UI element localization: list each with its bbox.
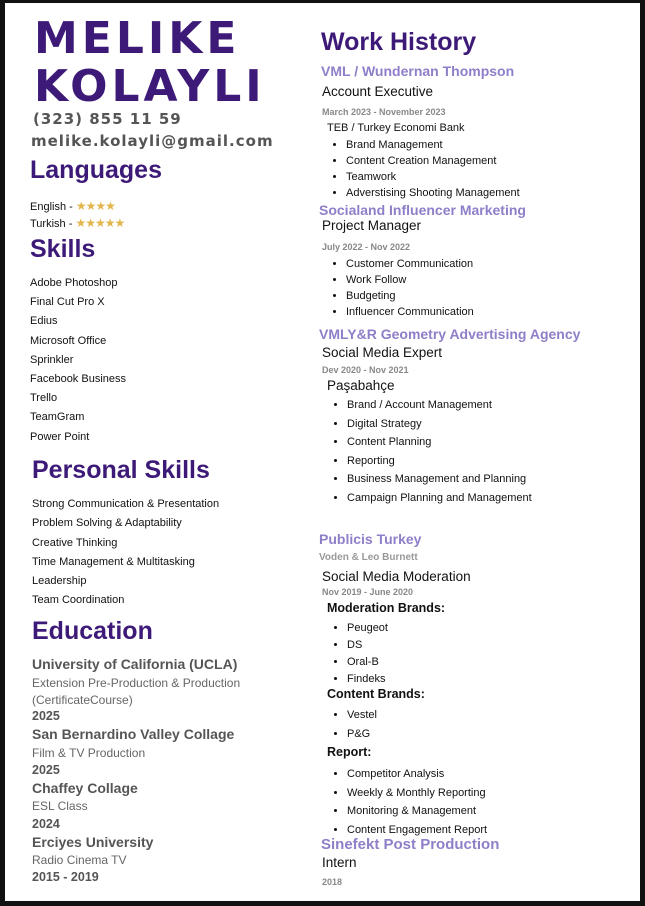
job-client: Paşabahçe [327, 378, 395, 393]
job-date: Dev 2020 - Nov 2021 [322, 365, 409, 375]
skills-title: Skills [30, 235, 96, 263]
school-detail: Radio Cinema TV [32, 853, 127, 867]
report-list [325, 765, 487, 839]
list-item: • Weekly & Monthly Reporting [347, 784, 487, 803]
school-year: 2025 [32, 763, 60, 777]
school-name: Chaffey Collage [32, 780, 138, 796]
list-item: Power Point [30, 430, 90, 443]
list-item: • Teamwork [346, 169, 520, 185]
list-item: Leadership [32, 575, 87, 588]
list-item: • Campaign Planning and Management [347, 489, 532, 508]
list-item: • Business Management and Planning [347, 470, 532, 489]
list-item: • Adverstising Shooting Management [346, 185, 520, 201]
list-item: Adobe Photoshop [30, 277, 118, 289]
language-label: English - [30, 201, 73, 213]
list-item: Creative Thinking [32, 536, 118, 549]
first-name: MELIKE [34, 13, 241, 64]
list-item: • Vestel [347, 706, 377, 725]
list-item: • Work Follow [346, 272, 474, 288]
list-item: • Content Engagement Report [347, 821, 487, 840]
personal-skills-title: Personal Skills [32, 456, 210, 484]
job-bullets [324, 256, 474, 320]
resume-page [5, 3, 640, 901]
school-detail: Film & TV Production [32, 746, 146, 760]
list-item: Problem Solving & Adaptability [32, 517, 182, 530]
list-item: • Content Planning [347, 433, 532, 452]
list-item: • Influencer Communication [346, 304, 474, 320]
job-role: Social Media Expert [322, 345, 443, 360]
school-year: 2015 - 2019 [32, 870, 99, 884]
list-item: Sprinkler [30, 353, 74, 366]
email: melike.kolayli@gmail.com [31, 132, 274, 150]
list-item: • Content Creation Management [346, 153, 520, 169]
company-name: Sinefekt Post Production [321, 836, 500, 853]
list-item: • Competitor Analysis [347, 765, 487, 784]
school-name: University of California (UCLA) [32, 656, 238, 672]
job-agency: Voden & Leo Burnett [319, 552, 418, 563]
job-role: Account Executive [322, 84, 434, 99]
star-rating-icon: ★★★★ [75, 199, 115, 213]
job-role: Project Manager [322, 218, 422, 233]
personal-skills-list [32, 495, 219, 611]
list-item: Edius [30, 315, 58, 328]
company-name: VMLY&R Geometry Advertising Agency [319, 326, 581, 342]
language-turkish [30, 216, 124, 230]
job-bullets [324, 137, 520, 201]
list-item: • Budgeting [346, 288, 474, 304]
list-item: • P&G [347, 725, 377, 744]
list-item: • Findeks [347, 671, 388, 688]
school-detail: ESL Class [32, 799, 88, 813]
list-item: Team Coordination [32, 594, 125, 607]
content-brands-list [325, 706, 377, 743]
job-date: Nov 2019 - June 2020 [322, 587, 414, 597]
last-name: KOLAYLI [34, 61, 266, 112]
job-bullets [325, 396, 532, 508]
school-year: 2025 [32, 709, 60, 723]
company-name: Publicis Turkey [319, 531, 422, 547]
list-item: Trello [30, 392, 58, 405]
school-name: San Bernardino Valley Collage [32, 726, 235, 742]
list-item: • Reporting [347, 452, 532, 471]
list-item: Final Cut Pro X [30, 296, 105, 309]
list-item: Microsoft Office [30, 334, 107, 347]
work-history-title: Work History [321, 28, 477, 56]
school-detail: Extension Pre-Production & Production [32, 676, 241, 690]
language-english [30, 199, 115, 213]
list-item: • Peugeot [347, 620, 388, 637]
skills-list [30, 274, 126, 447]
job-client: TEB / Turkey Economi Bank [327, 122, 465, 134]
school-year: 2024 [32, 817, 60, 831]
job-date: July 2022 - Nov 2022 [322, 242, 411, 252]
list-item: Facebook Business [30, 372, 126, 385]
list-item: TeamGram [30, 411, 85, 424]
list-item: • Brand Management [346, 137, 520, 153]
content-brands-title: Content Brands: [327, 687, 425, 701]
phone: (323) 855 11 59 [33, 110, 182, 128]
list-item: • Customer Communication [346, 256, 474, 272]
job-role: Intern [322, 855, 357, 870]
moderation-brands-list [325, 620, 388, 688]
report-title: Report: [327, 745, 372, 759]
education-title: Education [32, 617, 153, 645]
list-item: • Monitoring & Management [347, 802, 487, 821]
list-item: • Digital Strategy [347, 415, 532, 434]
list-item: Strong Communication & Presentation [32, 498, 220, 510]
job-role: Social Media Moderation [322, 569, 471, 584]
company-name: Socialand Influencer Marketing [319, 202, 526, 218]
star-rating-icon: ★★★★★ [75, 216, 125, 230]
list-item: • Oral-B [347, 654, 388, 671]
languages-title: Languages [30, 156, 162, 184]
job-date: 2018 [322, 877, 343, 887]
school-detail: (CertificateCourse) [32, 693, 133, 707]
list-item: • DS [347, 637, 388, 654]
school-name: Erciyes University [32, 834, 154, 850]
company-name: VML / Wundernan Thompson [321, 63, 515, 79]
language-label: Turkish - [30, 218, 73, 230]
list-item: Time Management & Multitasking [32, 555, 195, 568]
moderation-brands-title: Moderation Brands: [327, 601, 446, 615]
list-item: • Brand / Account Management [347, 396, 532, 415]
job-date: March 2023 - November 2023 [322, 107, 446, 117]
